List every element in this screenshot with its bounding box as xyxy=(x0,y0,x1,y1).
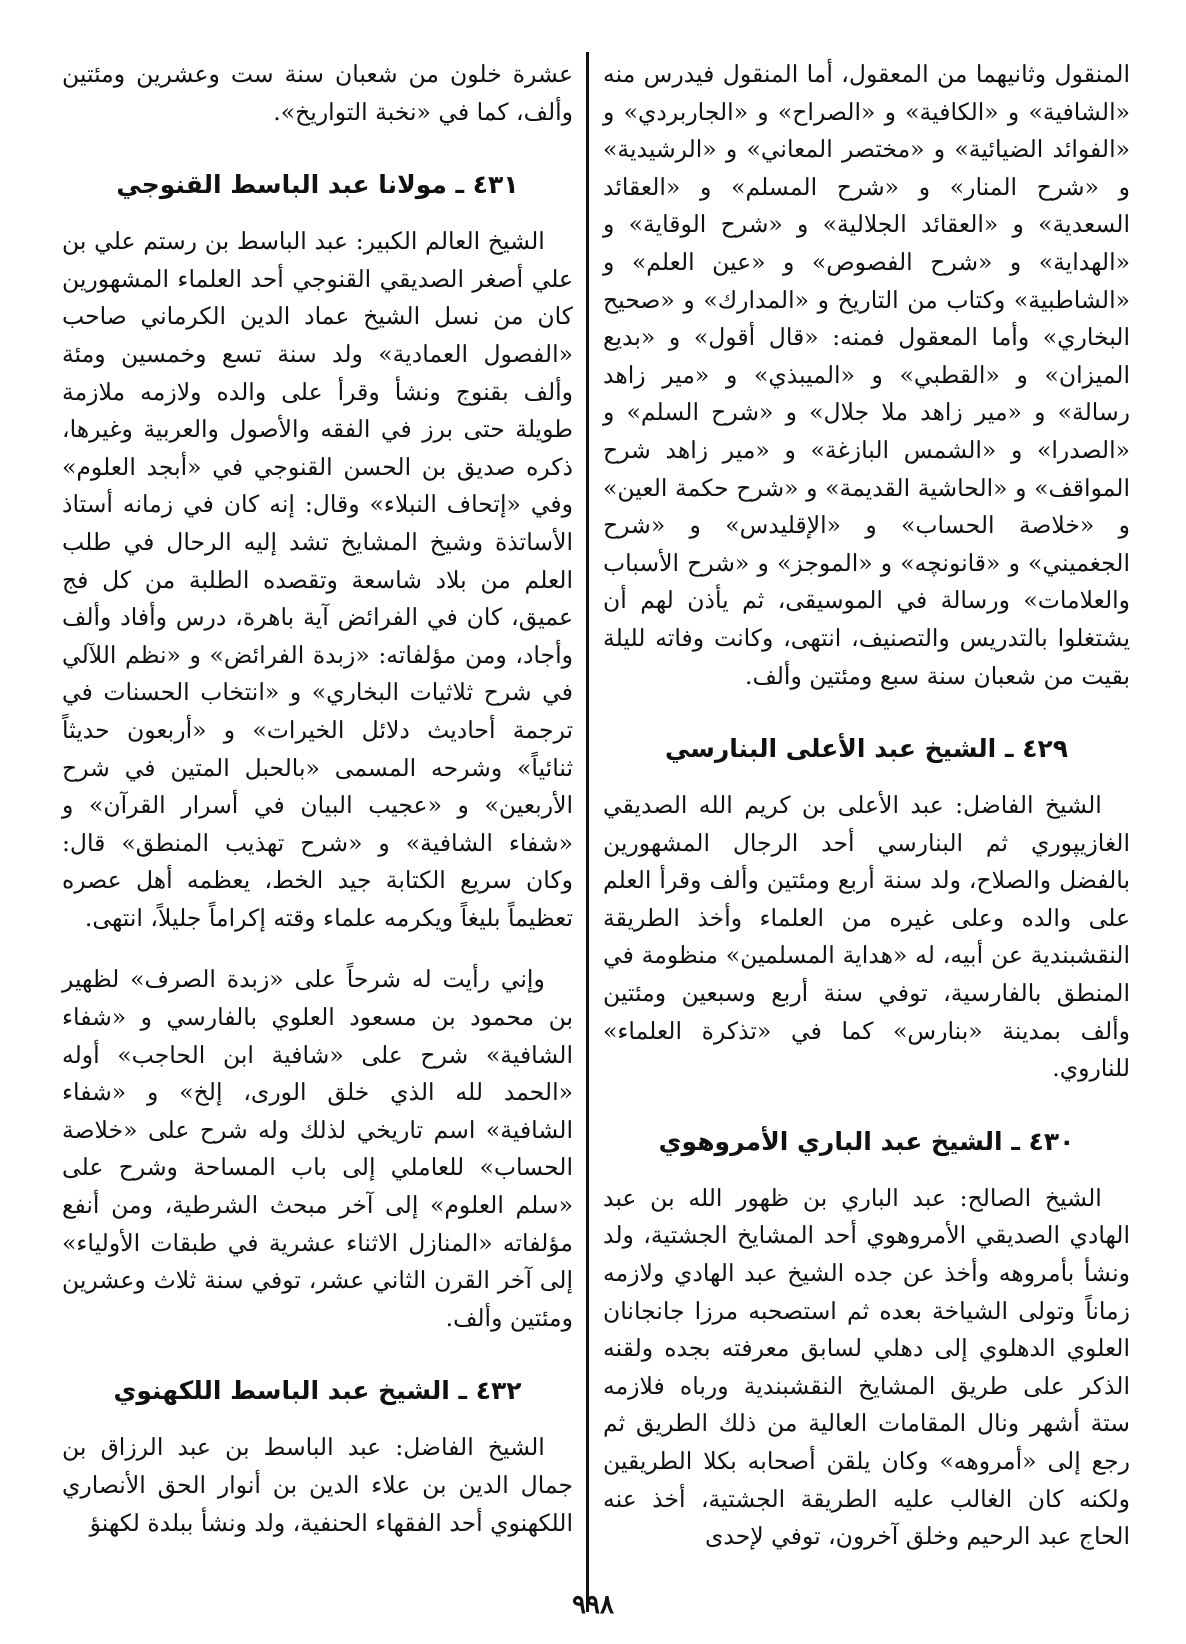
entry-heading-431: ٤٣١ ـ مولانا عبد الباسط القنوجي xyxy=(116,170,519,200)
entry-heading-430: ٤٣٠ ـ الشيخ عبد الباري الأمروهوي xyxy=(658,1126,1075,1156)
entry-body-429: الشيخ الفاضل: عبد الأعلى بن كريم الله الصديقي الغازيپوري ثم البنارسي أحد الرجال المشهورين بالفضل والصلاح، ولد سنة أربع ومئتين وألف وقرأ العلم على والده وعلى غيره من العلماء وأخذ الطريقة النقشبندية عن أبيه، له «هداية المسلمين» منظومة في المنطق بالفارسية، توفي سنة أربع وسبعين ومئتين وألف بمدينة «بنارس» كما في «تذكرة العلماء» للناروي. xyxy=(603,791,1130,1083)
left-column xyxy=(62,56,573,1542)
entry-body-431: الشيخ العالم الكبير: عبد الباسط بن رستم علي بن علي أصغر الصديقي القنوجي أحد العلماء المشهورين كان من نسل الشيخ عماد الدين الكرماني صاحب «الفصول العمادية» ولد سنة تسع وخمسين ومئة وألف بقنوج ونشأ وقرأ على والده ولازمه ملازمة طويلة حتى برز في الفقه والأصول والعربية وغيرها، ذكره صديق بن الحسن القنوجي في «أبجد العلوم» وفي «إتحاف النبلاء» وقال: إنه كان في زمانه أستاذ الأساتذة وشيخ المشايخ تشد إليه الرحال في طلب العلم من بلاد شاسعة وتقصده الطلبة من كل فج عميق، كان في الفرائض آية باهرة، درس وأفاد وألف وأجاد، ومن مؤلفاته: «زبدة الفرائض» و «نظم اللآلي في شرح ثلاثيات البخاري» و «انتخاب الحسنات في ترجمة أحاديث دلائل الخيرات» و «أربعون حديثاً ثنائياً» وشرحه المسمى «بالحبل المتين في شرح الأربعين» و «عجيب البيان في أسرار القرآن» و «شفاء الشافية» و «شرح تهذيب المنطق» قال: وكان سريع الكتابة جيد الخط، يعظمه أهل عصره تعظيماً بليغاً ويكرمه علماء وقته إكراماً جليلاً، انتهى. xyxy=(62,227,573,932)
right-column xyxy=(603,56,1130,1556)
continued-paragraph: المنقول وثانيهما من المعقول، أما المنقول فيدرس منه «الشافية» و «الكافية» و «الصراح» و «الجاربردي» و «الفوائد الضيائية» و «مختصر المعاني» و «الرشيدية» و «شرح المنار» و «شرح المسلم» و «العقائد السعدية» و «العقائد الجلالية» و «شرح الوقاية» و «الهداية» و «شرح الفصوص» و «عين العلم» و «الشاطبية» وكتاب من التاريخ و «المدارك» و «صحيح البخاري» وأما المعقول فمنه: «قال أقول» و «بديع الميزان» و «القطبي» و «الميبذي» و «مير زاهد رسالة» و «مير زاهد ملا جلال» و «شرح السلم» و «الصدرا» و «الشمس البازغة» و «مير زاهد شرح المواقف» و «الحاشية القديمة» و «شرح حكمة العين» و «خلاصة الحساب» و «الإقليدس» و «شرح الجغميني» و «قانونچه» و «الموجز» و «شرح الأسباب والعلامات» ورسالة في الموسيقى، ثم يأذن لهم أن يشتغلوا بالتدريس والتصنيف، انتهى، وكانت وفاته لليلة بقيت من شعبان سنة سبع ومئتين وألف. xyxy=(603,60,1130,690)
entry-heading-429: ٤٢٩ ـ الشيخ عبد الأعلى البنارسي xyxy=(665,734,1068,764)
page-number: ٩٩٨ xyxy=(572,1590,614,1620)
entry-body-430: الشيخ الصالح: عبد الباري بن ظهور الله بن عبد الهادي الصديقي الأمروهوي أحد المشايخ الجشتية، ولد ونشأ بأمروهه وأخذ عن جده الشيخ عبد الهادي ولازمه زماناً وتولى الشياخة بعده ثم استصحبه مرزا جانجانان العلوي الدهلوي إلى دهلي لسابق معرفته بجده ولقنه الذكر على طريق المشايخ النقشبندية ورباه فلازمه ستة أشهر ونال المقامات العالية من ذلك الطريق ثم رجع إلى «أمروهه» وكان يلقن أصحابه بكلا الطريقين ولكنه كان الغالب عليه الطريقة الجشتية، أخذ عنه الحاج عبد الرحيم وخلق آخرون، توفي لإحدى xyxy=(603,1183,1130,1551)
entry-body-431-part2: وإني رأيت له شرحاً على «زبدة الصرف» لظهير بن محمود بن مسعود العلوي بالفارسي و «شفاء الشافية» شرح على «شافية ابن الحاجب» أوله «الحمد لله الذي خلق الورى، إلخ» و «شفاء الشافية» اسم تاريخي لذلك وله شرح على «خلاصة الحساب» للعاملي إلى باب المساحة وشرح على «سلم العلوم» إلى آخر مبحث الشرطية، ومن أنفع مؤلفاته «المنازل الاثناء عشرية في طبقات الأولياء» إلى آخر القرن الثاني عشر، توفي سنة ثلاث وعشرين ومئتين وألف. xyxy=(62,965,573,1332)
entry-heading-432: ٤٣٢ ـ الشيخ عبد الباسط اللكهنوي xyxy=(113,1376,522,1406)
continued-paragraph-left: عشرة خلون من شعبان سنة ست وعشرين ومئتين وألف، كما في «نخبة التواريخ». xyxy=(62,60,573,126)
entry-body-432: الشيخ الفاضل: عبد الباسط بن عبد الرزاق بن جمال الدين بن علاء الدين بن أنوار الحق الأنصاري اللكهنوي أحد الفقهاء الحنفية، ولد ونشأ ببلدة لكهنؤ xyxy=(62,1433,573,1537)
column-divider xyxy=(586,52,589,1612)
